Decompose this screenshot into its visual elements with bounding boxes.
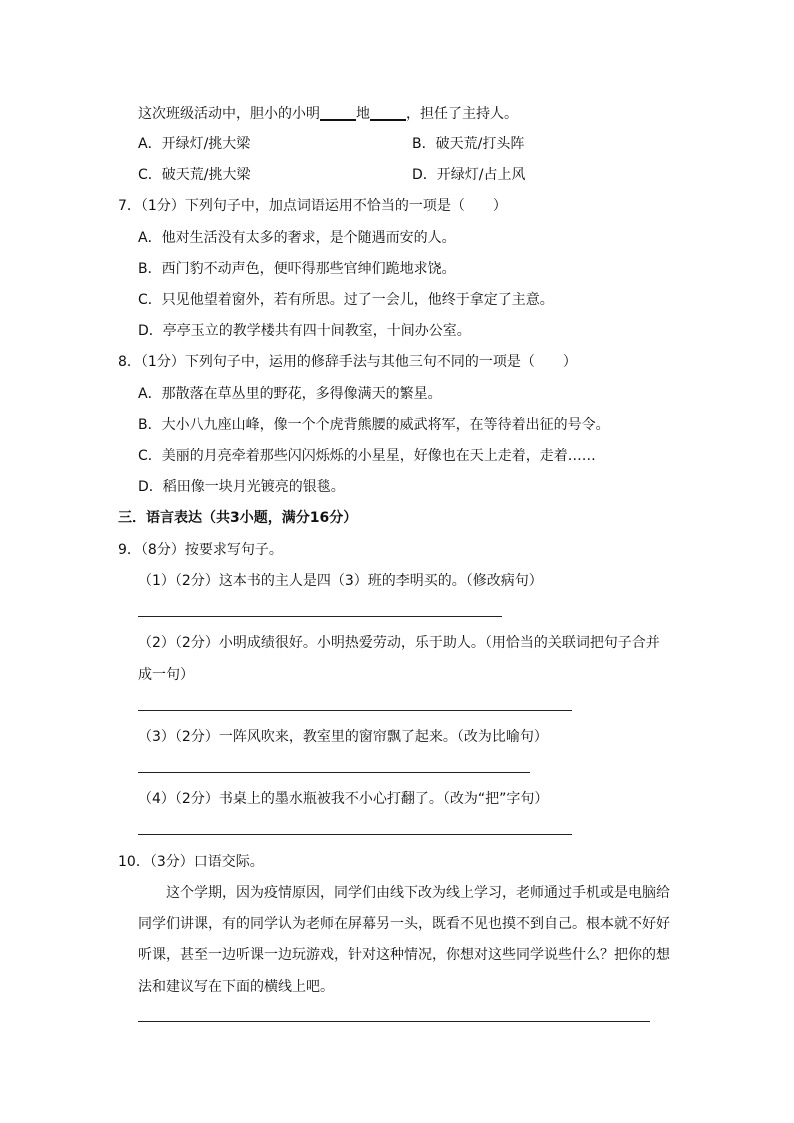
- q7-option-c[interactable]: C．只见他望着窗外，若有所思。过了一会儿，他终于拿定了主意。: [138, 292, 554, 308]
- q9-sub4-answer-line[interactable]: [138, 834, 572, 835]
- q7-option-a[interactable]: A．他对生活没有太多的奢求，是个随遇而安的人。: [138, 230, 456, 246]
- q8-option-a[interactable]: A．那散落在草丛里的野花，多得像满天的繁星。: [138, 386, 442, 402]
- q6-option-c[interactable]: C．破天荒/挑大梁: [138, 167, 251, 183]
- q9-sub1-answer-line[interactable]: [138, 616, 502, 617]
- q6-stem-part1: 这次班级活动中，胆小的小明: [138, 106, 320, 122]
- q6-option-b[interactable]: B．破天荒/打头阵: [412, 136, 525, 152]
- q10-paragraph-line3: 听课，甚至一边听课一边玩游戏，针对这种情况，你想对这些同学说些什么？把你的想: [138, 947, 670, 963]
- q9-sub4: （4）（2分）书桌上的墨水瓶被我不小心打翻了。（改为“把”字句）: [138, 791, 549, 807]
- q9-sub3: （3）（2分）一阵风吹来，教室里的窗帘飘了起来。（改为比喻句）: [138, 729, 548, 745]
- q6-option-a[interactable]: A．开绿灯/挑大梁: [138, 136, 251, 152]
- q6-option-d[interactable]: D．开绿灯/占上风: [412, 167, 526, 183]
- q9-sub3-answer-line[interactable]: [138, 772, 530, 773]
- q9-sub2-answer-line[interactable]: [138, 710, 572, 711]
- q6-stem: [138, 104, 518, 124]
- q9-stem: 9．（8分）按要求写句子。: [118, 542, 283, 558]
- q8-option-d[interactable]: D．稻田像一块月光镀亮的银毯。: [138, 479, 345, 495]
- q10-paragraph-line1: 这个学期，因为疫情原因，同学们由线下改为线上学习，老师通过手机或是电脑给: [166, 885, 670, 901]
- q7-option-d[interactable]: D．亭亭玉立的教学楼共有四十间教室，十间办公室。: [138, 323, 471, 339]
- q10-paragraph-line2: 同学们讲课，有的同学认为老师在屏幕另一头，既看不见也摸不到自己。根本就不好好: [138, 916, 670, 932]
- q10-answer-line[interactable]: [138, 1021, 650, 1022]
- q9-sub1: （1）（2分）这本书的主人是四（3）班的李明买的。（修改病句）: [138, 573, 543, 589]
- q6-stem-part2: 地: [356, 106, 370, 122]
- q10-paragraph-line4: 法和建议写在下面的横线上吧。: [138, 979, 334, 995]
- q8-option-c[interactable]: C．美丽的月亮牵着那些闪闪烁烁的小星星，好像也在天上走着，走着……: [138, 448, 596, 464]
- q6-blank-1[interactable]: [320, 119, 356, 121]
- q6-stem-part3: ，担任了主持人。: [406, 106, 518, 122]
- q9-sub2-line1: （2）（2分）小明成绩很好。小明热爱劳动，乐于助人。（用恰当的关联词把句子合并: [138, 635, 660, 651]
- q8-option-b[interactable]: B．大小八九座山峰，像一个个虎背熊腰的威武将军，在等待着出征的号令。: [138, 417, 610, 433]
- q7-option-b[interactable]: B．西门豹不动声色，便吓得那些官绅们跪地求饶。: [138, 261, 456, 277]
- q7-stem: 7．（1分）下列句子中，加点词语运用不恰当的一项是（ ）: [118, 198, 507, 214]
- q10-stem: 10．（3分）口语交际。: [118, 854, 264, 870]
- section-3-title: 三．语言表达（共3小题，满分16分）: [118, 510, 358, 526]
- q9-sub2-line2: 成一句）: [138, 667, 194, 683]
- q6-blank-2[interactable]: [370, 119, 406, 121]
- q8-stem: 8．（1分）下列句子中，运用的修辞手法与其他三句不同的一项是（ ）: [118, 354, 577, 370]
